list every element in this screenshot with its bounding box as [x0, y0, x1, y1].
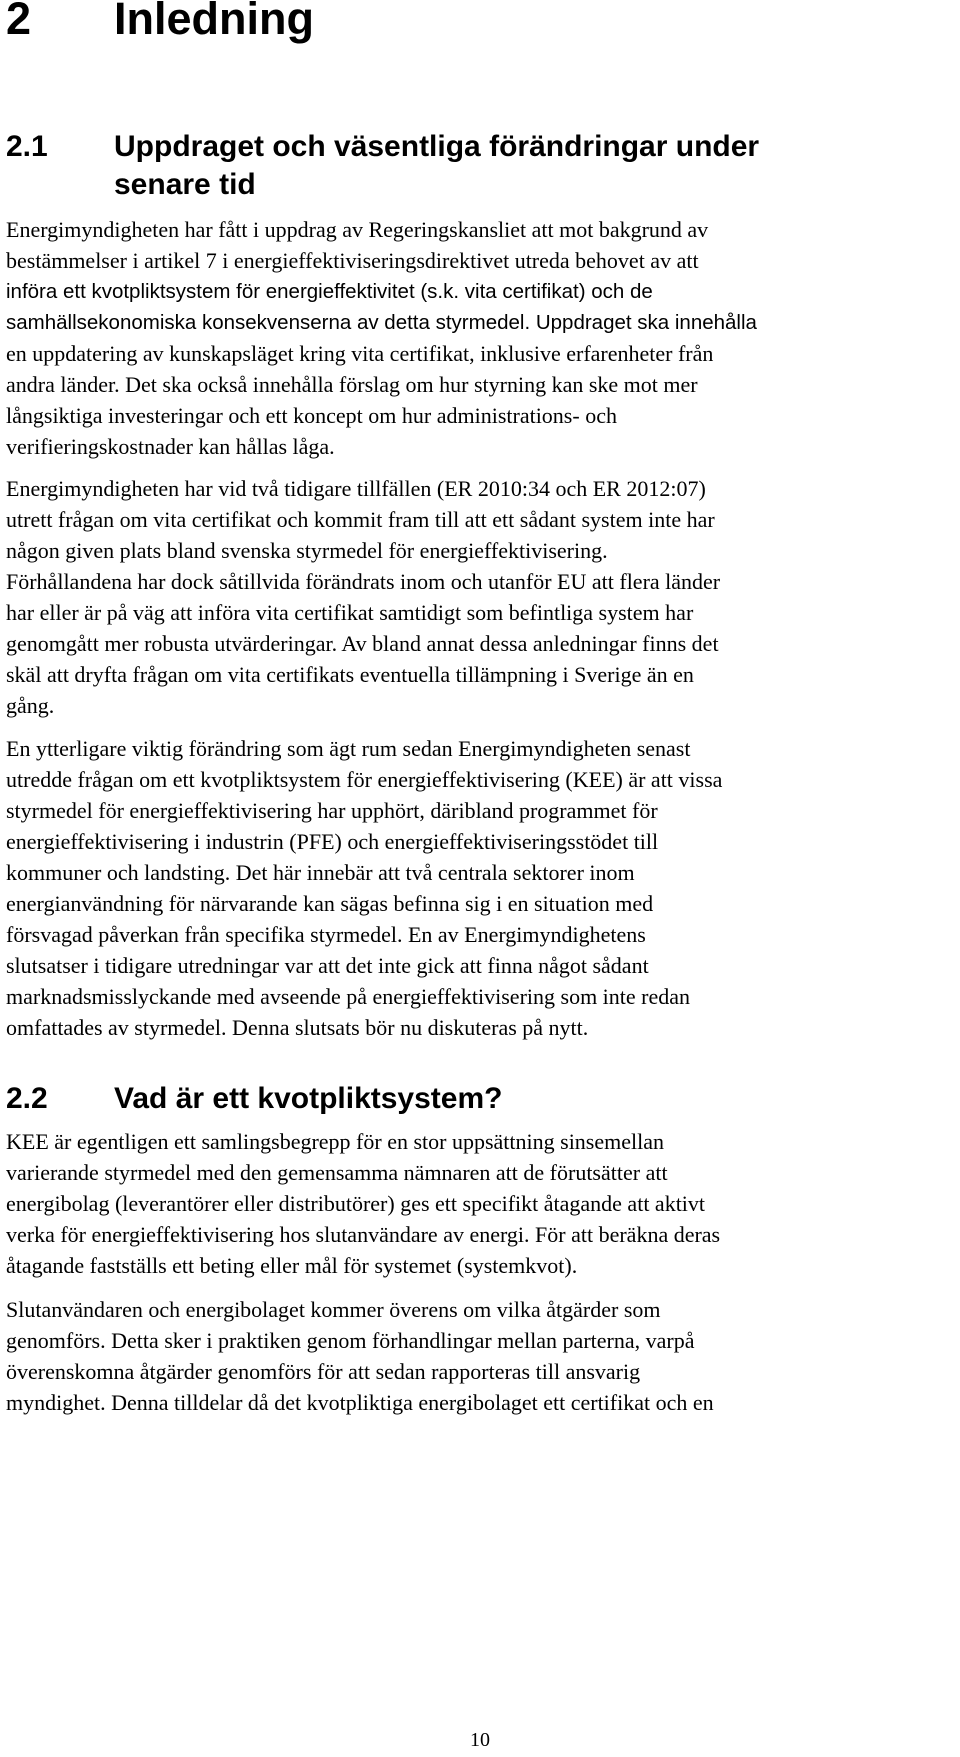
paragraph-line: försvagad påverkan från specifika styrmedel. En av Energimyndighetens	[6, 922, 646, 947]
paragraph-line: myndighet. Denna tilldelar då det kvotpliktiga energibolaget ett certifikat och en	[6, 1390, 714, 1415]
section-title-line: senare tid	[114, 168, 256, 201]
paragraph-line: styrmedel för energieffektivisering har upphört, däribland programmet för	[6, 798, 658, 823]
paragraph-line: utredde frågan om ett kvotpliktsystem för energieffektivisering (KEE) är att vissa	[6, 767, 723, 792]
paragraph-line: genomgått mer robusta utvärderingar. Av bland annat dessa anledningar finns det	[6, 631, 719, 656]
paragraph-line: en uppdatering av kunskapsläget kring vita certifikat, inklusive erfarenheter från	[6, 341, 714, 366]
section-number: 2.2	[6, 1082, 48, 1115]
paragraph-line: verifieringskostnader kan hållas låga.	[6, 434, 335, 459]
chapter-heading	[6, 0, 314, 42]
paragraph-4	[6, 1126, 940, 1281]
paragraph-line: energieffektivisering i industrin (PFE) och energieffektiviseringsstödet till	[6, 829, 659, 854]
paragraph-line: En ytterligare viktig förändring som ägt rum sedan Energimyndigheten senast	[6, 736, 691, 761]
paragraph-line: Förhållandena har dock såtillvida förändrats inom och utanför EU att flera länder	[6, 569, 721, 594]
paragraph-line: KEE är egentligen ett samlingsbegrepp för en stor uppsättning sinsemellan	[6, 1129, 665, 1154]
section-title-line: Uppdraget och väsentliga förändringar under	[114, 130, 760, 163]
paragraph-line: Energimyndigheten har vid två tidigare tillfällen (ER 2010:34 och ER 2012:07)	[6, 476, 706, 501]
chapter-number: 2	[6, 0, 32, 44]
paragraph-line: genomförs. Detta sker i praktiken genom förhandlingar mellan parterna, varpå	[6, 1328, 695, 1353]
section-heading-2-2	[6, 1080, 502, 1118]
paragraph-line: Energimyndigheten har fått i uppdrag av Regeringskansliet att mot bakgrund av	[6, 217, 709, 242]
paragraph-line: långsiktiga investeringar och ett koncept om hur administrations- och	[6, 403, 617, 428]
paragraph-line: skäl att dryfta frågan om vita certifikats eventuella tillämpning i Sverige än en	[6, 662, 694, 687]
paragraph-line: slutsatser i tidigare utredningar var att det inte gick att finna något sådant	[6, 953, 649, 978]
paragraph-line: varierande styrmedel med den gemensamma nämnaren att de förutsätter att	[6, 1160, 668, 1185]
paragraph-line: utrett frågan om vita certifikat och kommit fram till att ett sådant system inte har	[6, 507, 715, 532]
section-number: 2.1	[6, 130, 48, 163]
paragraph-line: omfattades av styrmedel. Denna slutsats bör nu diskuteras på nytt.	[6, 1015, 589, 1040]
section-heading-2-1	[6, 128, 759, 204]
paragraph-1	[6, 214, 940, 462]
paragraph-line: verka för energieffektivisering hos slutanvändare av energi. För att beräkna deras	[6, 1222, 721, 1247]
paragraph-3	[6, 733, 940, 1043]
paragraph-line: åtagande fastställs ett beting eller mål för systemet (systemkvot).	[6, 1253, 578, 1278]
paragraph-line: överenskomna åtgärder genomförs för att sedan rapporteras till ansvarig	[6, 1359, 641, 1384]
page-number: 10	[470, 1729, 490, 1751]
paragraph-line: någon given plats bland svenska styrmedel för energieffektivisering.	[6, 538, 608, 563]
paragraph-line: bestämmelser i artikel 7 i energieffektiviseringsdirektivet utreda behovet av att	[6, 248, 699, 273]
paragraph-line: andra länder. Det ska också innehålla förslag om hur styrning kan ske mot mer	[6, 372, 698, 397]
paragraph-line: energianvändning för närvarande kan sägas befinna sig i en situation med	[6, 891, 654, 916]
paragraph-5	[6, 1294, 940, 1418]
section-title: Vad är ett kvotpliktsystem?	[114, 1082, 503, 1115]
paragraph-line: gång.	[6, 693, 55, 718]
paragraph-line: Slutanvändaren och energibolaget kommer överens om vilka åtgärder som	[6, 1297, 661, 1322]
paragraph-line: energibolag (leverantörer eller distributörer) ges ett specifikt åtagande att aktivt	[6, 1191, 706, 1216]
paragraph-line: har eller är på väg att införa vita certifikat samtidigt som befintliga system har	[6, 600, 694, 625]
paragraph-2	[6, 473, 940, 721]
paragraph-line: kommuner och landsting. Det här innebär att två centrala sektorer inom	[6, 860, 635, 885]
paragraph-line: införa ett kvotpliktsystem för energieffektivitet (s.k. vita certifikat) och de	[6, 280, 653, 303]
paragraph-line: samhällsekonomiska konsekvenserna av detta styrmedel. Uppdraget ska innehålla	[6, 311, 757, 334]
paragraph-line: marknadsmisslyckande med avseende på energieffektivisering som inte redan	[6, 984, 691, 1009]
chapter-title: Inledning	[114, 0, 314, 44]
